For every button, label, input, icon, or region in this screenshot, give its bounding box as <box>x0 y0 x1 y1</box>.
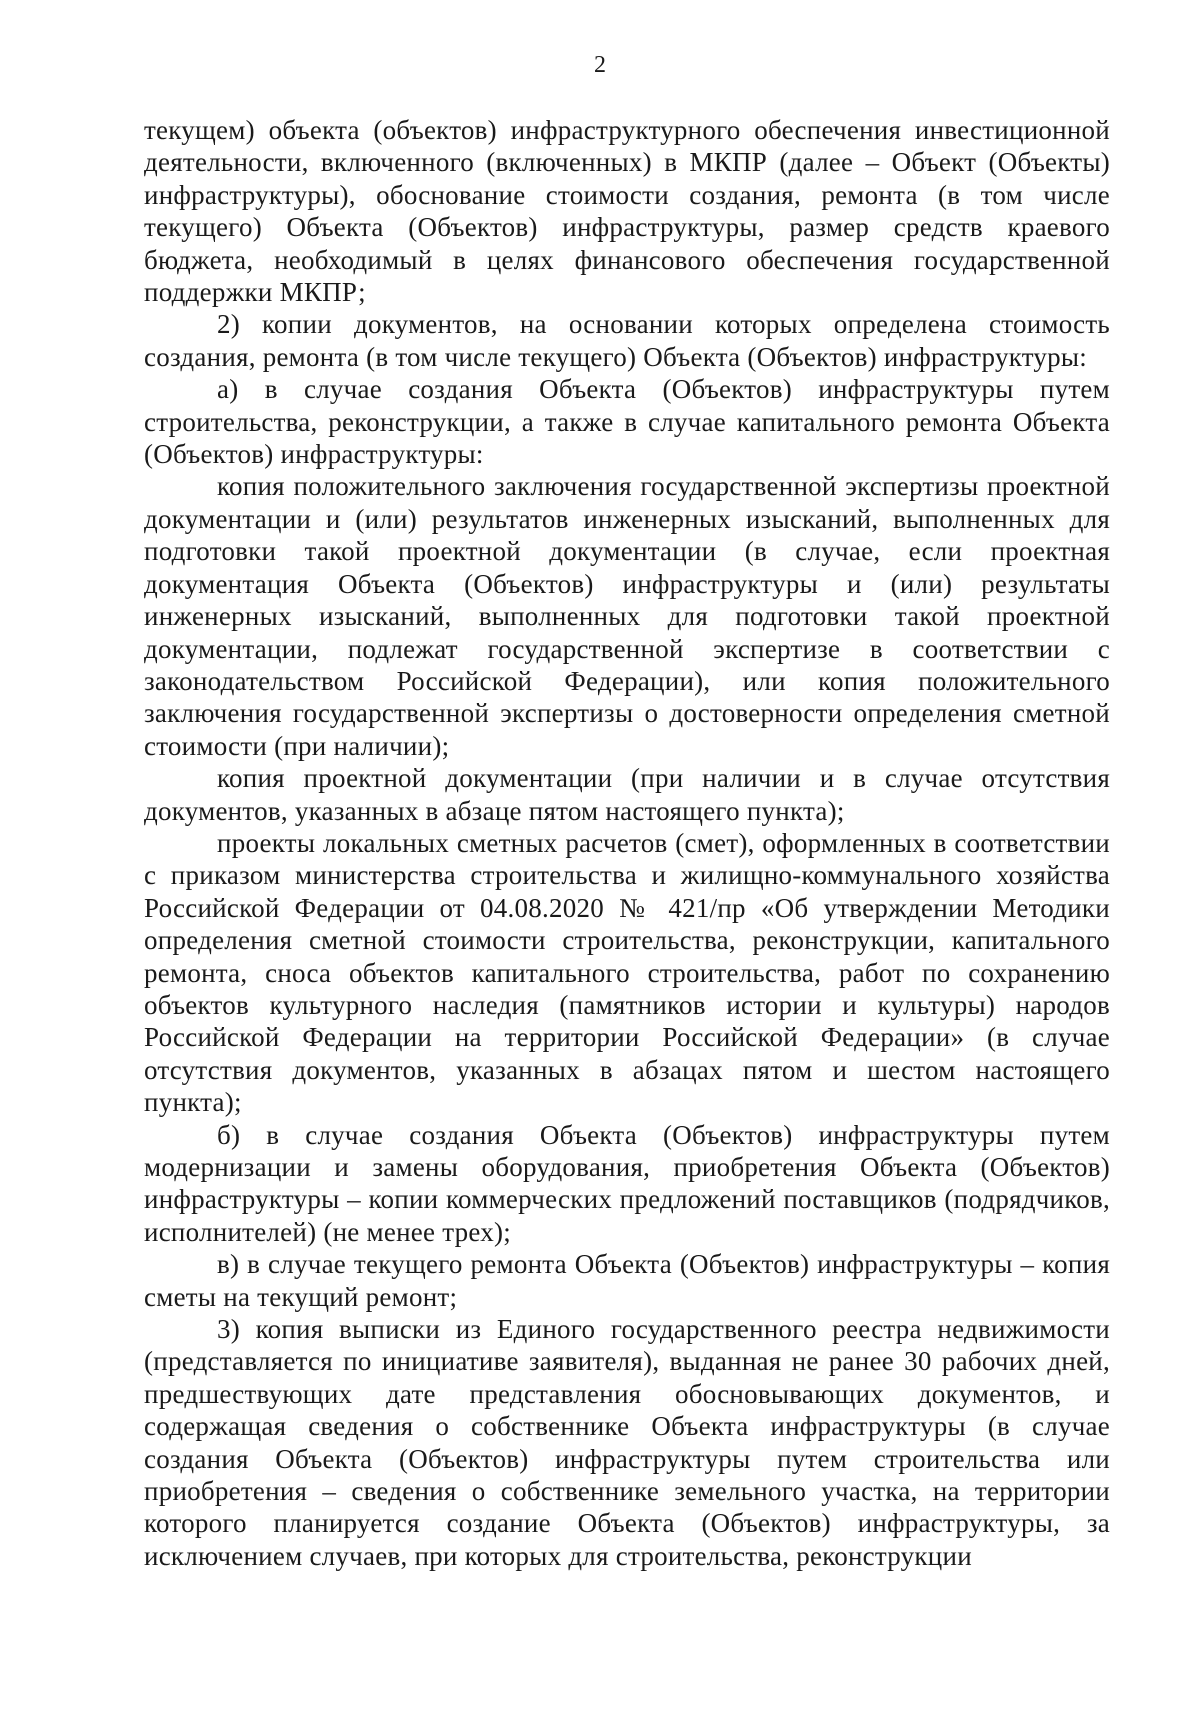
document-body <box>144 114 1110 1572</box>
paragraph-continuation: текущем) объекта (объектов) инфраструктурного обеспечения инвестиционной деятельности, включенного (включенных) в МКПР (далее – Объект (Объекты) инфраструктуры), обоснование стоимости создания, ремонта (в том числе текущего) Объекта (Объектов) инфраструктуры, размер средств краевого бюджета, необходимый в целях финансового обеспечения государственной поддержки МКПР; <box>144 115 1110 308</box>
paragraph-estimate-projects: проекты локальных сметных расчетов (смет), оформленных в соответствии с приказом министерства строительства и жилищно-коммунального хозяйства Российской Федерации от 04.08.2020 № 421/пр «Об утверждении Методики определения сметной стоимости строительства, реконструкции, капитального ремонта, сноса объектов капитального строительства, работ по сохранению объектов культурного наследия (памятников истории и культуры) народов Российской Федерации на территории Российской Федерации» (в случае отсутствия документов, указанных в абзацах пятом и шестом настоящего пункта); <box>144 827 1110 1118</box>
paragraph-item-3: 3) копия выписки из Единого государственного реестра недвижимости (представляется по инициативе заявителя), выданная не ранее 30 рабочих дней, предшествующих дате представления обосновывающих документов, и содержащая сведения о собственнике Объекта инфраструктуры (в случае создания Объекта (Объектов) инфраструктуры путем строительства или приобретения – сведения о собственнике земельного участка, на территории которого планируется создание Объекта (Объектов) инфраструктуры, за исключением случаев, при которых для строительства, реконструкции <box>144 1314 1110 1571</box>
paragraph-expertise-copy: копия положительного заключения государственной экспертизы проектной документации и (или) результатов инженерных изысканий, выполненных для подготовки такой проектной документации (в случае, если проектная документация Объекта (Объектов) инфраструктуры и (или) результаты инженерных изысканий, выполненных для подготовки такой проектной документации, подлежат государственной экспертизе в соответствии с законодательством Российской Федерации), или копия положительного заключения государственной экспертизы о достоверности определения сметной стоимости (при наличии); <box>144 471 1110 761</box>
paragraph-subitem-v: в) в случае текущего ремонта Объекта (Объектов) инфраструктуры – копия сметы на текущий ремонт; <box>144 1249 1110 1312</box>
paragraph-project-docs-copy: копия проектной документации (при наличии и в случае отсутствия документов, указанных в абзаце пятом настоящего пункта); <box>144 763 1110 826</box>
paragraph-subitem-a: а) в случае создания Объекта (Объектов) инфраструктуры путем строительства, реконструкции, а также в случае капитального ремонта Объекта (Объектов) инфраструктуры: <box>144 374 1110 470</box>
page-number: 2 <box>594 52 606 78</box>
paragraph-item-2: 2) копии документов, на основании которых определена стоимость создания, ремонта (в том числе текущего) Объекта (Объектов) инфраструктуры: <box>144 309 1110 372</box>
paragraph-subitem-b: б) в случае создания Объекта (Объектов) инфраструктуры путем модернизации и замены оборудования, приобретения Объекта (Объектов) инфраструктуры – копии коммерческих предложений поставщиков (подрядчиков, исполнителей) (не менее трех); <box>144 1119 1110 1247</box>
